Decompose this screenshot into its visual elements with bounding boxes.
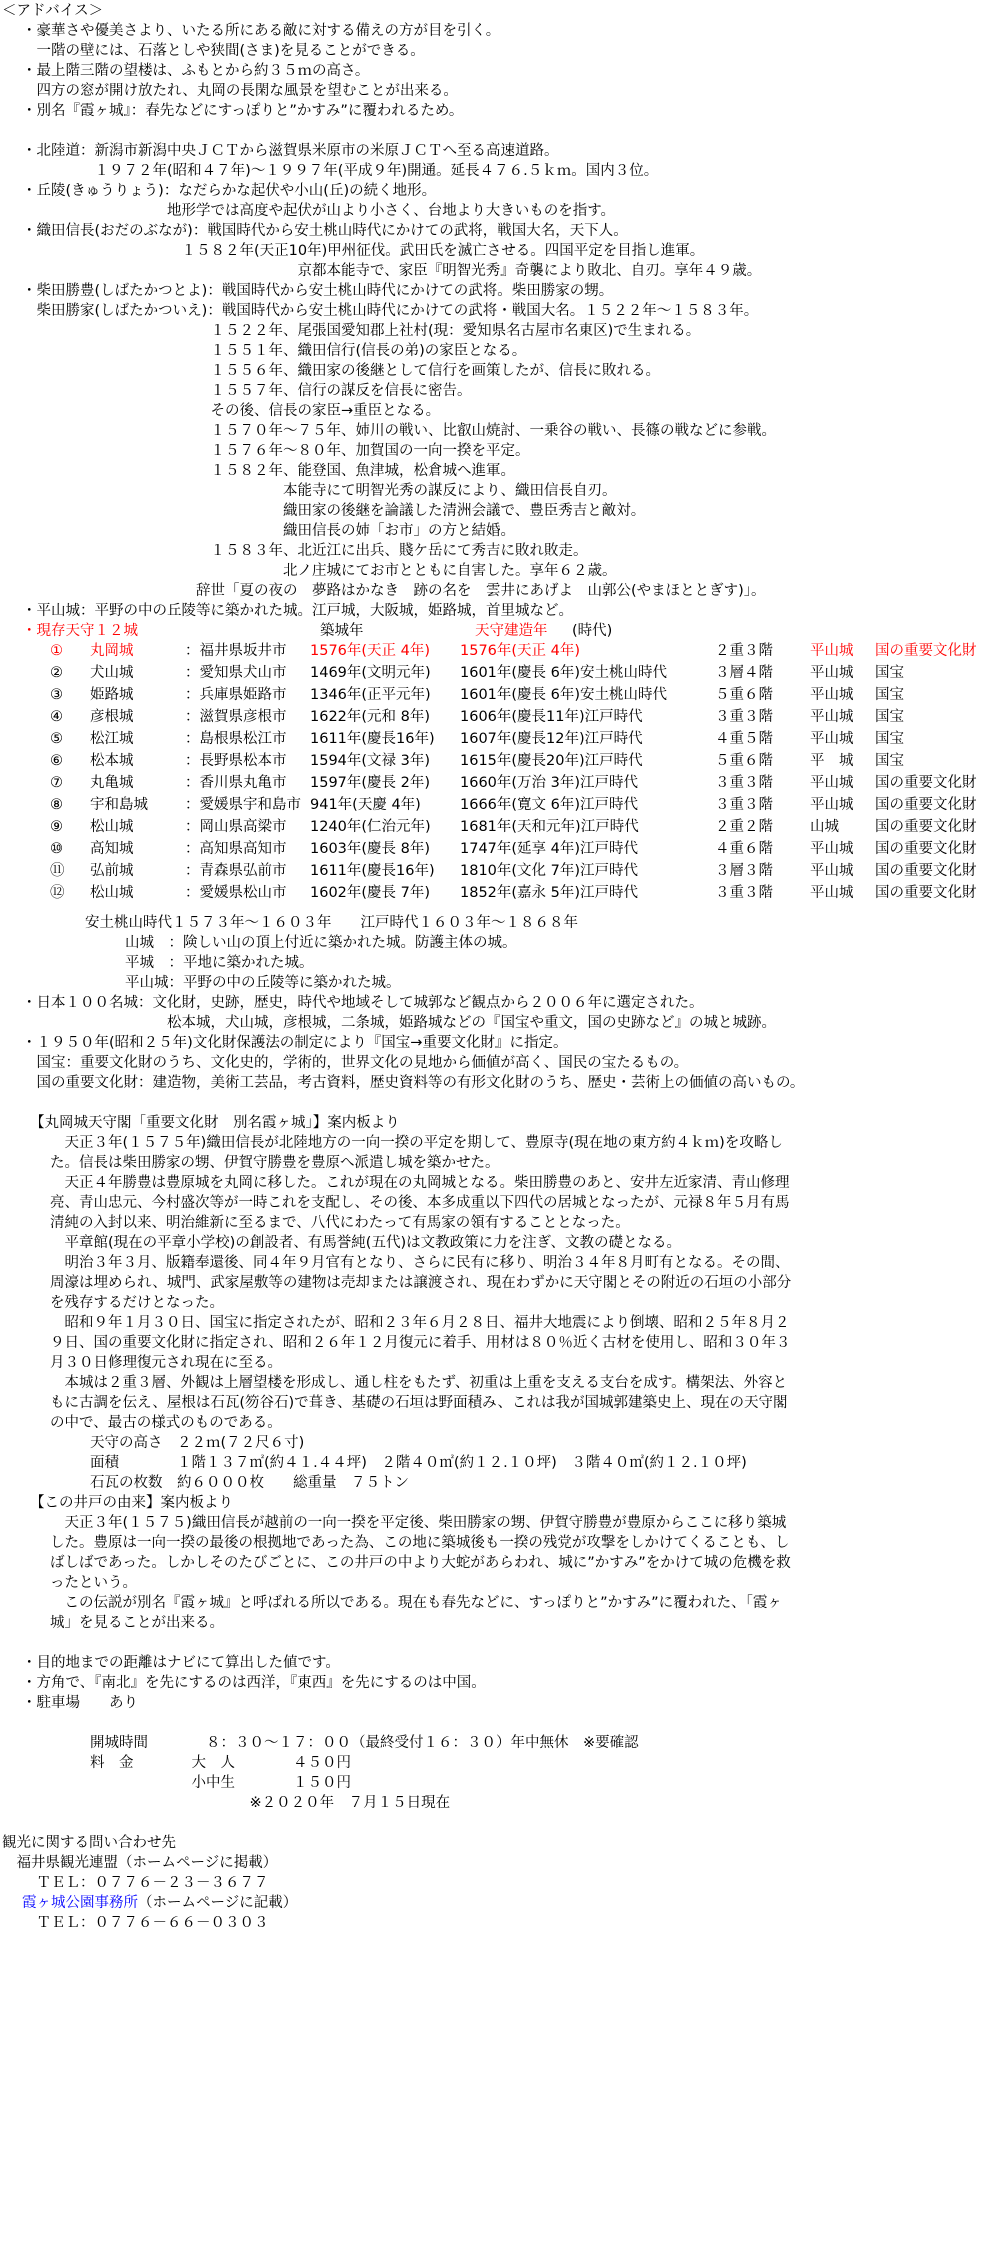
castle-floors: ２重２階 [715, 819, 773, 835]
signboard-spec: 面積 １階１３７㎡(約４１.４４坪) ２階４０㎡(約１２.１０坪) ３階４０㎡(約１２.１０坪) [90, 1455, 747, 1471]
well-line: ばしばであった。しかしそのたびごとに、この井戸の中より大蛇があらわれ、城に”かすみ”をかけて城の危機を救 [50, 1555, 791, 1571]
signboard-line: 天正３年(１５７５年)織田信長が北陸地方の一向一揆の平定を期して、豊原寺(現在地の東方約４ｋｍ)を攻略し [50, 1135, 783, 1151]
castle-built-year: 1611年(慶長16年) [310, 863, 435, 879]
signboard-line: 周濠は埋められ、城門、武家屋敷等の建物は売却または譲渡され、現在わずかに天守閣とその附近の石垣の小部分 [50, 1275, 792, 1291]
castle-status: 国宝 [875, 753, 904, 769]
castle-type: 平山城 [810, 841, 854, 857]
castle-tenshu-year: 1606年(慶長11年)江戸時代 [460, 709, 643, 725]
castle-status: 国の重要文化財 [875, 643, 977, 659]
contact-org-2 [22, 1894, 297, 1913]
castle-location: ：島根県松江市 [185, 731, 287, 747]
glossary-line: ・北陸道：新潟市新潟中央ＪＣＴから滋賀県米原市の米原ＪＣＴへ至る高速道路。 [22, 143, 559, 159]
castle-name: 彦根城 [90, 709, 134, 725]
castle-tenshu-year: 1810年(文化 7年)江戸時代 [460, 863, 639, 879]
advice-heading: ＜アドバイス＞ [2, 3, 104, 19]
signboard-line: ９日、国の重要文化財に指定され、昭和２６年１２月復元に着手、用材は８０％近く古材を使用し、昭和３０年３ [50, 1335, 791, 1351]
advice-line: ・豪華さや優美さより、いたる所にある敵に対する備えの方が目を引く。 [22, 23, 501, 39]
castle-table-header-built: 築城年 [320, 623, 364, 639]
castle-table-label: ・現存天守１２城 [22, 623, 138, 639]
glossary-line: １５５１年、織田信行(信長の弟)の家臣となる。 [22, 343, 527, 359]
castle-floors: ２重３階 [715, 643, 773, 659]
well-title: 【この井戸の由来】案内板より [30, 1495, 233, 1511]
glossary-line: １５５６年、織田家の後継として信行を画策したが、信長に敗れる。 [22, 363, 660, 379]
castle-number: ⑧ [50, 797, 63, 813]
castle-floors: ３重３階 [715, 797, 773, 813]
castle-status: 国宝 [875, 709, 904, 725]
era-note: 山城 ：険しい山の頂上付近に築かれた城。防護主体の城。 [125, 935, 517, 951]
signboard-line: 平章館(現在の平章小学校)の創設者、有馬誉純(五代)は文教政策に力を注ぎ、文教の礎となる。 [50, 1235, 682, 1251]
castle-name: 弘前城 [90, 863, 134, 879]
castle-floors: ３重３階 [715, 709, 773, 725]
hyakumeijo-line: 国の重要文化財：建造物，美術工芸品，考古資料，歴史資料等の有形文化財のうち、歴史・芸術上の価値の高いもの。 [22, 1075, 805, 1091]
castle-status: 国の重要文化財 [875, 863, 977, 879]
castle-built-year: 1602年(慶長 7年) [310, 885, 431, 901]
castle-tenshu-year: 1660年(万治 3年)江戸時代 [460, 775, 639, 791]
glossary-line: ・平山城：平野の中の丘陵等に築かれた城。江戸城，大阪城，姫路城，首里城など。 [22, 603, 573, 619]
castle-table-header-era: (時代) [572, 623, 613, 639]
glossary-line: 本能寺にて明智光秀の謀反により、織田信長自刃。 [22, 483, 617, 499]
castle-type: 平山城 [810, 775, 854, 791]
glossary-line: １５８３年、北近江に出兵、賤ケ岳にて秀吉に敗れ敗走。 [22, 543, 588, 559]
castle-number: ⑦ [50, 775, 63, 791]
castle-built-year: 1469年(文明元年) [310, 665, 431, 681]
glossary-line: ・柴田勝豊(しばたかつとよ)：戦国時代から安土桃山時代にかけての武将。柴田勝家の甥。 [22, 283, 614, 299]
advice-line: ・最上階三階の望楼は、ふもとから約３５ｍの高さ。 [22, 63, 370, 79]
hyakumeijo-line: 松本城，犬山城，彦根城，二条城，姫路城などの『国宝や重文，国の史跡など』の城と城跡。 [22, 1015, 776, 1031]
castle-status: 国の重要文化財 [875, 885, 977, 901]
castle-type: 平山城 [810, 863, 854, 879]
castle-built-year: 1346年(正平元年) [310, 687, 431, 703]
castle-type: 平山城 [810, 797, 854, 813]
castle-name: 丸亀城 [90, 775, 134, 791]
castle-built-year: 1597年(慶長 2年) [310, 775, 431, 791]
castle-tenshu-year: 1576年(天正 4年) [460, 643, 581, 659]
signboard-line: 天正４年勝豊は豊原城を丸岡に移した。これが現在の丸岡城となる。柴田勝豊のあと、安井左近家清、青山修理 [50, 1175, 790, 1191]
castle-type: 平山城 [810, 687, 854, 703]
castle-number: ⑫ [50, 885, 65, 901]
castle-number: ③ [50, 687, 63, 703]
advice-line: 四方の窓が開け放たれ、丸岡の長閑な風景を望むことが出来る。 [22, 83, 458, 99]
glossary-line: 京都本能寺で、家臣『明智光秀』奇襲により敗北、自刃。享年４９歳。 [22, 263, 762, 279]
castle-type: 平山城 [810, 709, 854, 725]
castle-number: ⑨ [50, 819, 63, 835]
glossary-line: １５５７年、信行の謀反を信長に密告。 [22, 383, 472, 399]
castle-location: ：愛媛県松山市 [185, 885, 287, 901]
glossary-line: 織田家の後継を論議した清洲会議で、豊臣秀吉と敵対。 [22, 503, 646, 519]
castle-location: ：滋賀県彦根市 [185, 709, 287, 725]
castle-tenshu-year: 1601年(慶長 6年)安土桃山時代 [460, 687, 668, 703]
castle-type: 平山城 [810, 665, 854, 681]
castle-tenshu-year: 1852年(嘉永 5年)江戸時代 [460, 885, 639, 901]
castle-name: 宇和島城 [90, 797, 148, 813]
castle-table-header-tenshu: 天守建造年 [475, 623, 548, 639]
castle-status: 国の重要文化財 [875, 797, 977, 813]
signboard-line: た。信長は柴田勝家の甥、伊賀守勝豊を豊原へ派遣し城を築かせた。 [50, 1155, 500, 1171]
castle-type: 平山城 [810, 885, 854, 901]
castle-name: 丸岡城 [90, 643, 134, 659]
castle-status: 国の重要文化財 [875, 775, 977, 791]
fee-adult: 料 金 大 人 ４５０円 [90, 1755, 351, 1771]
hyakumeijo-line: ・１９５０年(昭和２５年)文化財保護法の制定により『国宝→重要文化財』に指定。 [22, 1035, 568, 1051]
signboard-title: 【丸岡城天守閣「重要文化財 別名霞ヶ城」】案内板より [30, 1115, 400, 1131]
glossary-line: １５８２年、能登国、魚津城，松倉城へ進軍。 [22, 463, 515, 479]
glossary-line: その後、信長の家臣→重臣となる。 [22, 403, 441, 419]
castle-floors: ３層４階 [715, 665, 773, 681]
castle-row [50, 664, 1005, 686]
era-note: 平山城：平野の中の丘陵等に築かれた城。 [125, 975, 401, 991]
contact-org-2-link[interactable]: 霞ヶ城公園事務所 [22, 1895, 138, 1911]
signboard-line: を残存するだけとなった。 [50, 1295, 224, 1311]
well-line: この伝説が別名『霞ヶ城』と呼ばれる所以である。現在も春先などに、すっぽりと”かすみ”に覆われた、「霞ヶ [50, 1595, 782, 1611]
castle-row [50, 686, 1005, 708]
glossary-line: ・丘陵(きゅうりょう)：なだらかな起伏や小山(丘)の続く地形。 [22, 183, 437, 199]
castle-row [50, 642, 1005, 664]
castle-name: 高知城 [90, 841, 134, 857]
castle-tenshu-year: 1681年(天和元年)江戸時代 [460, 819, 639, 835]
contact-heading: 観光に関する問い合わせ先 [2, 1835, 176, 1851]
info-date: ※２０２０年 ７月１５日現在 [90, 1795, 451, 1811]
signboard-spec: 石瓦の枚数 約６０００枚 総重量 ７５トン [90, 1475, 409, 1491]
castle-type: 平山城 [810, 643, 854, 659]
castle-location: ：青森県弘前市 [185, 863, 287, 879]
castle-tenshu-year: 1747年(延享 4年)江戸時代 [460, 841, 639, 857]
castle-location: ：愛知県犬山市 [185, 665, 287, 681]
glossary-line: １９７２年(昭和４７年)～１９９７年(平成９年)開通。延長４７６.５ｋｍ。国内３位。 [22, 163, 659, 179]
well-line: ったという。 [50, 1575, 137, 1591]
castle-tenshu-year: 1666年(寛文 6年)江戸時代 [460, 797, 639, 813]
castle-built-year: 1603年(慶長 8年) [310, 841, 431, 857]
castle-number: ② [50, 665, 63, 681]
glossary-line: 地形学では高度や起伏が山より小さく、台地より大きいものを指す。 [22, 203, 616, 219]
well-line: 城」を見ることが出来る。 [50, 1615, 224, 1631]
castle-location: ：香川県丸亀市 [185, 775, 287, 791]
well-line: した。豊原は一向一揆の最後の根拠地であった為、この地に築城後も一揆の残党が攻撃をしかけてくることも、し [50, 1535, 790, 1551]
castle-table [50, 642, 1005, 906]
castle-row [50, 818, 1005, 840]
advice-line: ・別名『霞ヶ城』：春先などにすっぽりと”かすみ”に覆われるため。 [22, 103, 464, 119]
castle-built-year: 1622年(元和 8年) [310, 709, 431, 725]
castle-floors: ５重６階 [715, 687, 773, 703]
glossary-line: ・織田信長(おだのぶなが)：戦国時代から安土桃山時代にかけての武将，戦国大名，天下人。 [22, 223, 628, 239]
castle-row [50, 884, 1005, 906]
signboard-line: 亮、青山忠元、今村盛次等が一時これを支配し、その後、本多成重以下四代の居城となったが、元禄８年５月有馬 [50, 1195, 790, 1211]
castle-type: 平 城 [810, 753, 854, 769]
castle-location: ：愛媛県宇和島市 [185, 797, 301, 813]
castle-status: 国宝 [875, 665, 904, 681]
castle-location: ：福井県坂井市 [185, 643, 287, 659]
signboard-spec: 天守の高さ ２２ｍ(７２尺６寸) [90, 1435, 305, 1451]
castle-floors: ３重３階 [715, 775, 773, 791]
castle-number: ⑥ [50, 753, 63, 769]
glossary-line: 織田信長の姉「お市」の方と結婚。 [22, 523, 515, 539]
castle-tenshu-year: 1601年(慶長 6年)安土桃山時代 [460, 665, 668, 681]
castle-floors: ４重６階 [715, 841, 773, 857]
glossary-line: 柴田勝家(しばたかついえ)：戦国時代から安土桃山時代にかけての武将・戦国大名。１５２２年～１５８３年。 [22, 303, 759, 319]
signboard-line: 本城は２重３層、外観は上層望楼を形成し、通し柱をもたず、初重は上重を支える支台を成す。構架法、外容と [50, 1375, 788, 1391]
castle-number: ⑤ [50, 731, 63, 747]
castle-location: ：長野県松本市 [185, 753, 287, 769]
castle-floors: ３重３階 [715, 885, 773, 901]
castle-row [50, 752, 1005, 774]
castle-name: 松山城 [90, 885, 134, 901]
castle-floors: ５重６階 [715, 753, 773, 769]
castle-number: ⑪ [50, 863, 65, 879]
signboard-line: 昭和９年１月３０日、国宝に指定されたが、昭和２３年６月２８日、福井大地震により倒壊、昭和２５年８月２ [50, 1315, 790, 1331]
castle-name: 犬山城 [90, 665, 134, 681]
signboard-line: の中で、最古の様式のものである。 [50, 1415, 282, 1431]
castle-status: 国の重要文化財 [875, 819, 977, 835]
castle-name: 松山城 [90, 819, 134, 835]
well-line: 天正３年(１５７５)織田信長が越前の一向一揆を平定後、柴田勝家の甥、伊賀守勝豊が豊原からここに移り築城 [50, 1515, 787, 1531]
contact-org-2-note: （ホームページに記載） [138, 1895, 298, 1911]
castle-row [50, 774, 1005, 796]
contact-org-1: 福井県観光連盟（ホームページに掲載） [2, 1855, 278, 1871]
contact-tel-2: ＴＥＬ：０７７６－６６－０３０３ [22, 1915, 269, 1931]
castle-type: 平山城 [810, 731, 854, 747]
hyakumeijo-line: 国宝：重要文化財のうち、文化史的，学術的，世界文化の見地から価値が高く、国民の宝たるもの。 [22, 1055, 689, 1071]
advice-line: 一階の壁には、石落としや狭間(さま)を見ることができる。 [22, 43, 425, 59]
castle-built-year: 1576年(天正 4年) [310, 643, 431, 659]
castle-row [50, 840, 1005, 862]
castle-number: ⑩ [50, 841, 63, 857]
castle-location: ：岡山県高梁市 [185, 819, 287, 835]
castle-type: 山城 [810, 819, 839, 835]
glossary-line: １５７６年～８０年、加賀国の一向一揆を平定。 [22, 443, 530, 459]
glossary-line: １５８２年(天正10年)甲州征伐。武田氏を滅亡させる。四国平定を目指し進軍。 [22, 243, 705, 259]
contact-tel-1: ＴＥＬ：０７７６－２３－３６７７ [22, 1875, 269, 1891]
castle-tenshu-year: 1607年(慶長12年)江戸時代 [460, 731, 643, 747]
opening-hours: 開城時間 ８：３０～１７：００（最終受付１６：３０）年中無休 ※要確認 [90, 1735, 639, 1751]
castle-built-year: 1611年(慶長16年) [310, 731, 435, 747]
castle-row [50, 730, 1005, 752]
note-line: ・目的地までの距離はナビにて算出した値です。 [22, 1655, 340, 1671]
signboard-line: もに古調を伝え、屋根は石瓦(笏谷石)で葺き、基礎の石垣は野面積み、これは我が国城郭建築史上、現在の天守閣 [50, 1395, 788, 1411]
castle-name: 松江城 [90, 731, 134, 747]
note-line: ・方角で、『南北』を先にするのは西洋，『東西』を先にするのは中国。 [22, 1675, 486, 1691]
era-note: 安土桃山時代１５７３年～１６０３年 江戸時代１６０３年～１８６８年 [85, 915, 578, 931]
fee-child: 小中生 １５０円 [90, 1775, 351, 1791]
castle-location: ：高知県高知市 [185, 841, 287, 857]
castle-status: 国の重要文化財 [875, 841, 977, 857]
glossary-line: 北ノ庄城にてお市とともに自害した。享年６２歳。 [22, 563, 617, 579]
era-note: 平城 ：平地に築かれた城。 [125, 955, 314, 971]
castle-built-year: 1240年(仁治元年) [310, 819, 431, 835]
castle-row [50, 862, 1005, 884]
castle-name: 姫路城 [90, 687, 134, 703]
signboard-line: 明治３年３月、版籍奉還後、同４年９月官有となり、さらに民有に移り、明治３４年８月町有となる。その間、 [50, 1255, 790, 1271]
glossary-line: １５２２年、尾張国愛知郡上社村(現：愛知県名古屋市名東区)で生まれる。 [22, 323, 701, 339]
castle-row [50, 796, 1005, 818]
glossary-line: 辞世「夏の夜の 夢路はかなき 跡の名を 雲井にあげよ 山郭公(やまほととぎす)」。 [22, 583, 766, 599]
castle-name: 松本城 [90, 753, 134, 769]
castle-built-year: 1594年(文禄 3年) [310, 753, 431, 769]
castle-tenshu-year: 1615年(慶長20年)江戸時代 [460, 753, 643, 769]
castle-row [50, 708, 1005, 730]
castle-number: ④ [50, 709, 63, 725]
glossary-line: １５７０年～７５年、姉川の戦い、比叡山焼討、一乗谷の戦い、長篠の戦などに参戦。 [22, 423, 776, 439]
note-line: ・駐車場 あり [22, 1695, 138, 1711]
castle-status: 国宝 [875, 731, 904, 747]
castle-location: ：兵庫県姫路市 [185, 687, 287, 703]
castle-floors: ４重５階 [715, 731, 773, 747]
castle-number: ① [50, 643, 63, 659]
castle-status: 国宝 [875, 687, 904, 703]
castle-floors: ３層３階 [715, 863, 773, 879]
hyakumeijo-line: ・日本１００名城：文化財，史跡，歴史，時代や地域そして城郭など観点から２００６年に選定された。 [22, 995, 704, 1011]
castle-built-year: 941年(天慶 4年) [310, 797, 421, 813]
signboard-line: 清純の入封以来、明治維新に至るまで、八代にわたって有馬家の領有することとなった。 [50, 1215, 630, 1231]
signboard-line: 月３０日修理復元され現在に至る。 [50, 1355, 282, 1371]
